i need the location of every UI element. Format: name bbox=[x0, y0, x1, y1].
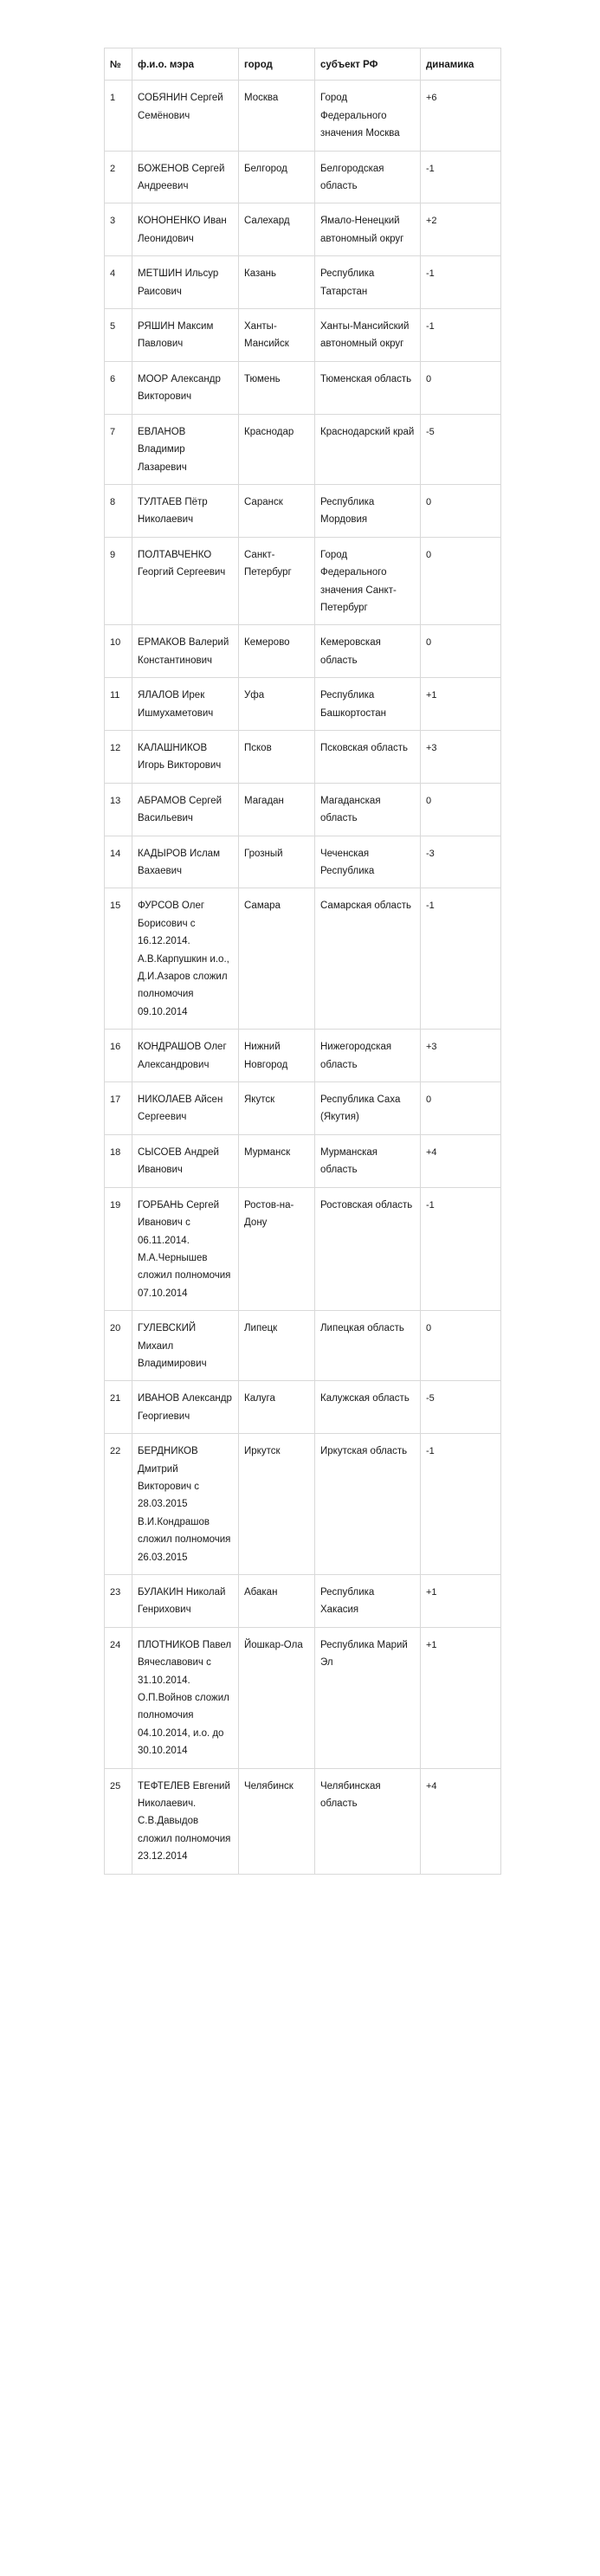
cell-federal-subject: Нижегородская область bbox=[315, 1030, 421, 1082]
cell-dynamics: -1 bbox=[421, 1434, 501, 1575]
cell-mayor-name: ИВАНОВ Александр Георгиевич bbox=[132, 1381, 239, 1434]
table-row bbox=[105, 1030, 501, 1082]
cell-number: 21 bbox=[105, 1381, 132, 1434]
cell-dynamics: +6 bbox=[421, 81, 501, 151]
header-city: город bbox=[239, 48, 315, 81]
cell-city: Белгород bbox=[239, 151, 315, 203]
table-row bbox=[105, 1434, 501, 1575]
cell-dynamics: +2 bbox=[421, 203, 501, 256]
cell-federal-subject: Мурманская область bbox=[315, 1134, 421, 1187]
table-row bbox=[105, 888, 501, 1030]
table-row bbox=[105, 203, 501, 256]
cell-number: 7 bbox=[105, 414, 132, 484]
cell-dynamics: +4 bbox=[421, 1134, 501, 1187]
cell-federal-subject: Тюменская область bbox=[315, 361, 421, 414]
header-mayor-name: ф.и.о. мэра bbox=[132, 48, 239, 81]
cell-federal-subject: Краснодарский край bbox=[315, 414, 421, 484]
cell-federal-subject: Республика Саха (Якутия) bbox=[315, 1082, 421, 1135]
cell-federal-subject: Республика Башкортостан bbox=[315, 678, 421, 731]
cell-number: 5 bbox=[105, 309, 132, 362]
table-row bbox=[105, 783, 501, 836]
table-row bbox=[105, 1134, 501, 1187]
cell-federal-subject: Ямало-Ненецкий автономный округ bbox=[315, 203, 421, 256]
cell-city: Ростов-на-Дону bbox=[239, 1187, 315, 1310]
cell-mayor-name: АБРАМОВ Сергей Васильевич bbox=[132, 783, 239, 836]
table-row bbox=[105, 151, 501, 203]
table-row bbox=[105, 836, 501, 888]
cell-number: 4 bbox=[105, 256, 132, 309]
cell-dynamics: +3 bbox=[421, 730, 501, 783]
cell-mayor-name: БУЛАКИН Николай Генрихович bbox=[132, 1575, 239, 1628]
cell-mayor-name: ЕВЛАНОВ Владимир Лазаревич bbox=[132, 414, 239, 484]
cell-federal-subject: Республика Татарстан bbox=[315, 256, 421, 309]
cell-mayor-name: КОНОНЕНКО Иван Леонидович bbox=[132, 203, 239, 256]
cell-mayor-name: ЕРМАКОВ Валерий Константинович bbox=[132, 625, 239, 678]
table-row bbox=[105, 730, 501, 783]
header-federal-subject: субъект РФ bbox=[315, 48, 421, 81]
cell-federal-subject: Республика Мордовия bbox=[315, 484, 421, 537]
table-row bbox=[105, 484, 501, 537]
header-dynamics: динамика bbox=[421, 48, 501, 81]
table-row bbox=[105, 678, 501, 731]
cell-mayor-name: ФУРСОВ Олег Борисович с 16.12.2014. А.В.Карпушкин и.о., Д.И.Азаров сложил полномочия 09.10.2014 bbox=[132, 888, 239, 1030]
cell-city: Псков bbox=[239, 730, 315, 783]
cell-mayor-name: КАЛАШНИКОВ Игорь Викторович bbox=[132, 730, 239, 783]
table-row bbox=[105, 1381, 501, 1434]
cell-city: Магадан bbox=[239, 783, 315, 836]
cell-dynamics: 0 bbox=[421, 625, 501, 678]
cell-federal-subject: Республика Хакасия bbox=[315, 1575, 421, 1628]
cell-number: 8 bbox=[105, 484, 132, 537]
cell-number: 20 bbox=[105, 1311, 132, 1381]
cell-number: 19 bbox=[105, 1187, 132, 1310]
cell-city: Нижний Новгород bbox=[239, 1030, 315, 1082]
cell-federal-subject: Город Федерального значения Москва bbox=[315, 81, 421, 151]
cell-federal-subject: Магаданская область bbox=[315, 783, 421, 836]
table-body bbox=[105, 81, 501, 1874]
table-row bbox=[105, 361, 501, 414]
cell-federal-subject: Псковская область bbox=[315, 730, 421, 783]
cell-city: Якутск bbox=[239, 1082, 315, 1135]
cell-city: Санкт-Петербург bbox=[239, 537, 315, 625]
cell-number: 11 bbox=[105, 678, 132, 731]
cell-dynamics: 0 bbox=[421, 783, 501, 836]
table-row bbox=[105, 1082, 501, 1135]
cell-mayor-name: СОБЯНИН Сергей Семёнович bbox=[132, 81, 239, 151]
cell-dynamics: 0 bbox=[421, 1311, 501, 1381]
cell-city: Грозный bbox=[239, 836, 315, 888]
cell-federal-subject: Белгородская область bbox=[315, 151, 421, 203]
cell-dynamics: -1 bbox=[421, 256, 501, 309]
cell-city: Краснодар bbox=[239, 414, 315, 484]
table-row bbox=[105, 1575, 501, 1628]
header-row bbox=[105, 48, 501, 81]
cell-city: Абакан bbox=[239, 1575, 315, 1628]
cell-city: Самара bbox=[239, 888, 315, 1030]
table-row bbox=[105, 81, 501, 151]
table-row bbox=[105, 256, 501, 309]
cell-number: 17 bbox=[105, 1082, 132, 1135]
cell-mayor-name: КОНДРАШОВ Олег Александрович bbox=[132, 1030, 239, 1082]
cell-mayor-name: ГУЛЕВСКИЙ Михаил Владимирович bbox=[132, 1311, 239, 1381]
cell-dynamics: -5 bbox=[421, 414, 501, 484]
cell-dynamics: +4 bbox=[421, 1768, 501, 1874]
cell-city: Мурманск bbox=[239, 1134, 315, 1187]
cell-number: 15 bbox=[105, 888, 132, 1030]
cell-federal-subject: Челябинская область bbox=[315, 1768, 421, 1874]
cell-city: Липецк bbox=[239, 1311, 315, 1381]
cell-city: Москва bbox=[239, 81, 315, 151]
cell-mayor-name: МООР Александр Викторович bbox=[132, 361, 239, 414]
cell-federal-subject: Город Федерального значения Санкт-Петербург bbox=[315, 537, 421, 625]
cell-mayor-name: БОЖЕНОВ Сергей Андреевич bbox=[132, 151, 239, 203]
table-row bbox=[105, 1187, 501, 1310]
cell-mayor-name: ЯЛАЛОВ Ирек Ишмухаметович bbox=[132, 678, 239, 731]
cell-city: Салехард bbox=[239, 203, 315, 256]
cell-dynamics: 0 bbox=[421, 484, 501, 537]
cell-city: Ханты-Мансийск bbox=[239, 309, 315, 362]
cell-number: 22 bbox=[105, 1434, 132, 1575]
cell-dynamics: -1 bbox=[421, 1187, 501, 1310]
cell-mayor-name: ГОРБАНЬ Сергей Иванович с 06.11.2014. М.А.Чернышев сложил полномочия 07.10.2014 bbox=[132, 1187, 239, 1310]
cell-dynamics: -5 bbox=[421, 1381, 501, 1434]
cell-city: Кемерово bbox=[239, 625, 315, 678]
table-row bbox=[105, 625, 501, 678]
cell-number: 18 bbox=[105, 1134, 132, 1187]
cell-dynamics: -1 bbox=[421, 309, 501, 362]
cell-number: 3 bbox=[105, 203, 132, 256]
cell-number: 1 bbox=[105, 81, 132, 151]
table-header bbox=[105, 48, 501, 81]
cell-dynamics: +1 bbox=[421, 1627, 501, 1768]
table-row bbox=[105, 309, 501, 362]
cell-federal-subject: Иркутская область bbox=[315, 1434, 421, 1575]
cell-federal-subject: Чеченская Республика bbox=[315, 836, 421, 888]
cell-number: 12 bbox=[105, 730, 132, 783]
table-row bbox=[105, 1768, 501, 1874]
cell-mayor-name: КАДЫРОВ Ислам Вахаевич bbox=[132, 836, 239, 888]
cell-dynamics: -1 bbox=[421, 888, 501, 1030]
header-number: № bbox=[105, 48, 132, 81]
cell-mayor-name: РЯШИН Максим Павлович bbox=[132, 309, 239, 362]
cell-mayor-name: МЕТШИН Ильсур Раисович bbox=[132, 256, 239, 309]
cell-mayor-name: ТЕФТЕЛЕВ Евгений Николаевич. С.В.Давыдов сложил полномочия 23.12.2014 bbox=[132, 1768, 239, 1874]
cell-number: 23 bbox=[105, 1575, 132, 1628]
cell-federal-subject: Ханты-Мансийский автономный округ bbox=[315, 309, 421, 362]
cell-dynamics: 0 bbox=[421, 361, 501, 414]
cell-city: Калуга bbox=[239, 1381, 315, 1434]
table-row bbox=[105, 414, 501, 484]
cell-city: Йошкар-Ола bbox=[239, 1627, 315, 1768]
cell-dynamics: +1 bbox=[421, 678, 501, 731]
mayors-ranking-table bbox=[104, 48, 501, 1875]
cell-dynamics: +3 bbox=[421, 1030, 501, 1082]
cell-number: 14 bbox=[105, 836, 132, 888]
cell-mayor-name: НИКОЛАЕВ Айсен Сергеевич bbox=[132, 1082, 239, 1135]
cell-number: 13 bbox=[105, 783, 132, 836]
cell-dynamics: +1 bbox=[421, 1575, 501, 1628]
cell-dynamics: -1 bbox=[421, 151, 501, 203]
cell-number: 9 bbox=[105, 537, 132, 625]
cell-federal-subject: Калужская область bbox=[315, 1381, 421, 1434]
cell-city: Уфа bbox=[239, 678, 315, 731]
cell-dynamics: 0 bbox=[421, 537, 501, 625]
table-row bbox=[105, 1311, 501, 1381]
cell-mayor-name: БЕРДНИКОВ Дмитрий Викторович с 28.03.2015 В.И.Кондрашов сложил полномочия 26.03.2015 bbox=[132, 1434, 239, 1575]
cell-city: Саранск bbox=[239, 484, 315, 537]
cell-number: 24 bbox=[105, 1627, 132, 1768]
cell-city: Челябинск bbox=[239, 1768, 315, 1874]
cell-federal-subject: Липецкая область bbox=[315, 1311, 421, 1381]
cell-mayor-name: ПОЛТАВЧЕНКО Георгий Сергеевич bbox=[132, 537, 239, 625]
cell-city: Казань bbox=[239, 256, 315, 309]
cell-number: 10 bbox=[105, 625, 132, 678]
cell-number: 6 bbox=[105, 361, 132, 414]
cell-mayor-name: СЫСОЕВ Андрей Иванович bbox=[132, 1134, 239, 1187]
cell-mayor-name: ПЛОТНИКОВ Павел Вячеславович с 31.10.2014. О.П.Войнов сложил полномочия 04.10.2014, и.о. до 30.10.2014 bbox=[132, 1627, 239, 1768]
cell-federal-subject: Республика Марий Эл bbox=[315, 1627, 421, 1768]
cell-dynamics: -3 bbox=[421, 836, 501, 888]
cell-number: 2 bbox=[105, 151, 132, 203]
cell-federal-subject: Кемеровская область bbox=[315, 625, 421, 678]
cell-federal-subject: Самарская область bbox=[315, 888, 421, 1030]
cell-dynamics: 0 bbox=[421, 1082, 501, 1135]
cell-city: Иркутск bbox=[239, 1434, 315, 1575]
table-row bbox=[105, 1627, 501, 1768]
cell-number: 25 bbox=[105, 1768, 132, 1874]
table-row bbox=[105, 537, 501, 625]
cell-federal-subject: Ростовская область bbox=[315, 1187, 421, 1310]
cell-city: Тюмень bbox=[239, 361, 315, 414]
cell-number: 16 bbox=[105, 1030, 132, 1082]
cell-mayor-name: ТУЛТАЕВ Пётр Николаевич bbox=[132, 484, 239, 537]
